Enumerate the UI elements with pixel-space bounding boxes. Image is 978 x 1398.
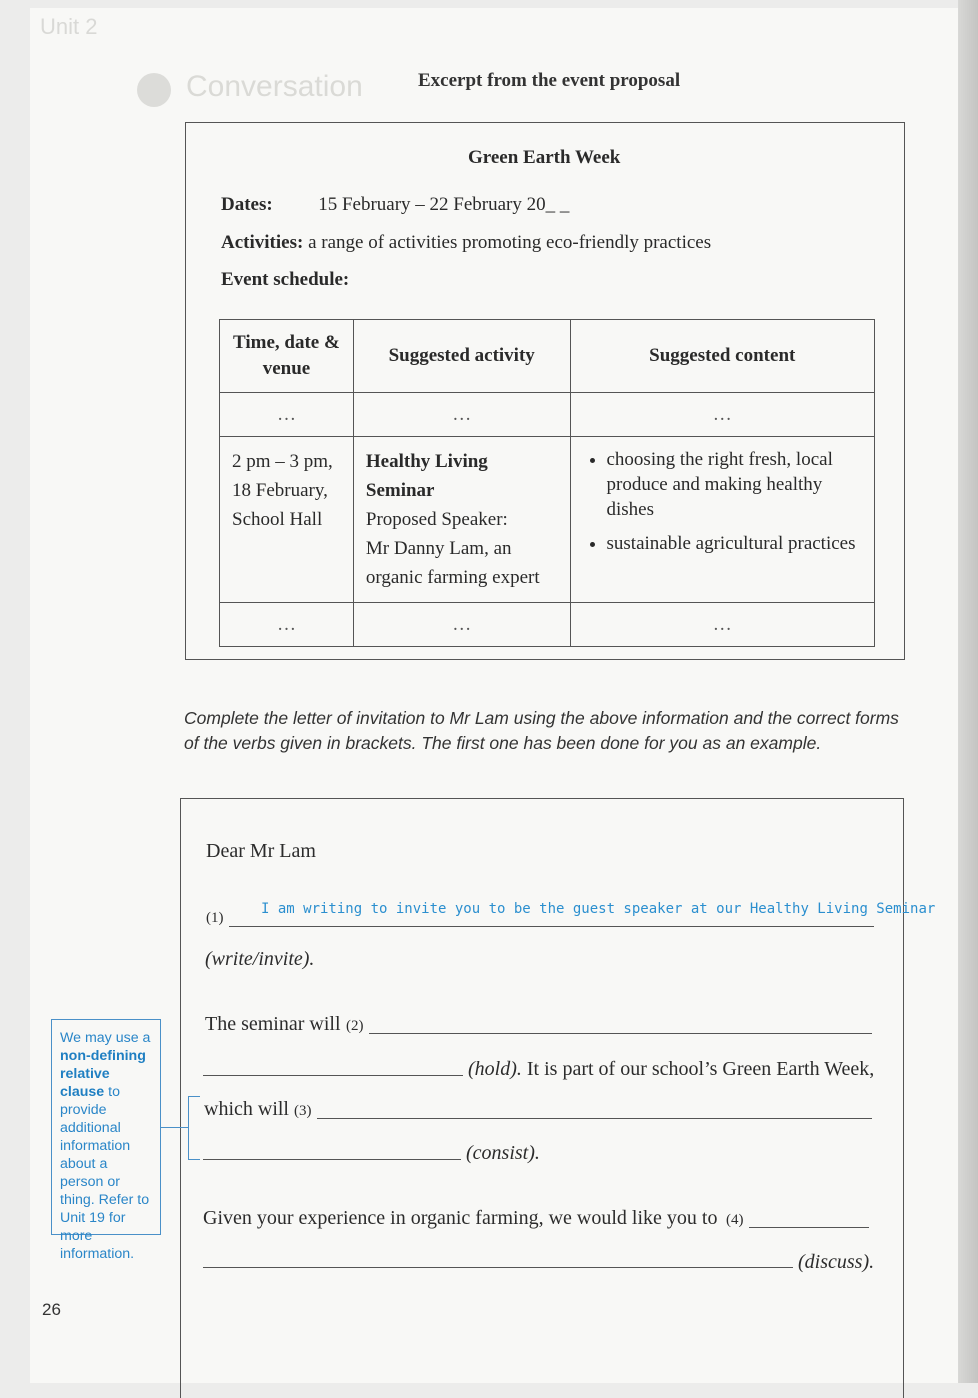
list-item: • sustainable agricultural practices xyxy=(607,531,863,556)
excerpt-heading: Excerpt from the event proposal xyxy=(418,70,681,91)
schedule-table xyxy=(219,319,875,647)
q3-number: (3) xyxy=(294,1103,312,1119)
tip-bracket xyxy=(188,1096,189,1160)
q2-prefix: The seminar will xyxy=(205,1013,341,1035)
q4-verb-hint: (discuss). xyxy=(798,1251,875,1273)
schedule-label: Event schedule: xyxy=(221,269,350,290)
section-icon-ghost xyxy=(137,73,171,107)
header-content: Suggested content xyxy=(570,320,875,393)
grammar-tip-note: We may use a non-defining relative clause to provide additional information about a person or thing. Refer to Unit 19 for more information. xyxy=(51,1019,161,1235)
placeholder-cell: … xyxy=(353,603,570,647)
placeholder-cell: … xyxy=(570,393,875,437)
q3-answer-line-2[interactable] xyxy=(203,1159,461,1160)
exercise-instruction: Complete the letter of invitation to Mr Lam using the above information and the correct forms of the verbs given in brackets. The first one has been done for you as an example. xyxy=(184,708,899,753)
activities-line xyxy=(221,232,711,254)
q2-continuation: It is part of our school’s Green Earth Week, xyxy=(526,1058,875,1080)
header-activity: Suggested activity xyxy=(353,320,570,393)
unit-tab-ghost: Unit 2 xyxy=(40,14,98,39)
q1-answer-line xyxy=(229,926,874,927)
seminar-title: Healthy Living Seminar xyxy=(365,451,488,501)
q4-answer-line-1[interactable] xyxy=(749,1227,869,1228)
table-row xyxy=(220,603,875,647)
dates-line xyxy=(221,194,569,216)
placeholder-cell: … xyxy=(220,393,354,437)
q2-number: (2) xyxy=(346,1018,364,1034)
tip-bracket-top xyxy=(188,1096,200,1097)
table-row-seminar xyxy=(220,437,875,603)
q2-verb-hint: (hold). xyxy=(468,1058,522,1080)
tip-bracket-bottom xyxy=(188,1159,200,1160)
q2-verb-line xyxy=(468,1058,874,1081)
content-list xyxy=(583,447,863,556)
q3-verb-hint: (consist). xyxy=(466,1142,540,1164)
tip-connector xyxy=(161,1127,189,1128)
q1-example-answer: I am writing to invite you to be the guest speaker at our Healthy Living Seminar xyxy=(261,901,936,917)
q2-answer-line-1[interactable] xyxy=(369,1033,872,1034)
list-item: • choosing the right fresh, local produce and making healthy dishes xyxy=(607,447,863,522)
q4-prefix: Given your experience in organic farming, we would like you to xyxy=(203,1207,718,1229)
table-row xyxy=(220,393,875,437)
page-edge-shadow xyxy=(958,0,978,1383)
table-header-row xyxy=(220,320,875,393)
section-title-ghost: Conversation xyxy=(186,70,363,103)
dates-label: Dates: xyxy=(221,194,273,215)
seminar-time-cell: 2 pm – 3 pm, 18 February, School Hall xyxy=(220,437,354,603)
q4-answer-line-2[interactable] xyxy=(203,1267,793,1268)
placeholder-cell: … xyxy=(220,603,354,647)
q4-number: (4) xyxy=(726,1212,744,1228)
dates-value: 15 February – 22 February 20_ _ xyxy=(318,194,570,215)
q2-answer-line-2[interactable] xyxy=(203,1075,463,1076)
placeholder-cell: … xyxy=(353,393,570,437)
grammar-term: non-defining relative clause xyxy=(60,1048,146,1100)
activities-value: a range of activities promoting eco-friendly practices xyxy=(308,232,712,253)
header-time: Time, date & venue xyxy=(220,320,354,393)
placeholder-cell: … xyxy=(570,603,875,647)
event-name: Green Earth Week xyxy=(468,147,621,168)
activities-label: Activities: xyxy=(221,232,304,253)
q3-prefix: which will xyxy=(204,1098,289,1120)
page-number: 26 xyxy=(42,1300,61,1319)
seminar-content-cell xyxy=(570,437,875,603)
seminar-activity-cell: Healthy Living Seminar Proposed Speaker: Mr Danny Lam, an organic farming expert xyxy=(353,437,570,603)
letter-salutation: Dear Mr Lam xyxy=(206,840,316,862)
q3-answer-line-1[interactable] xyxy=(317,1118,872,1119)
q1-number: (1) xyxy=(206,910,224,926)
q1-verb-hint: (write/invite). xyxy=(205,948,315,970)
